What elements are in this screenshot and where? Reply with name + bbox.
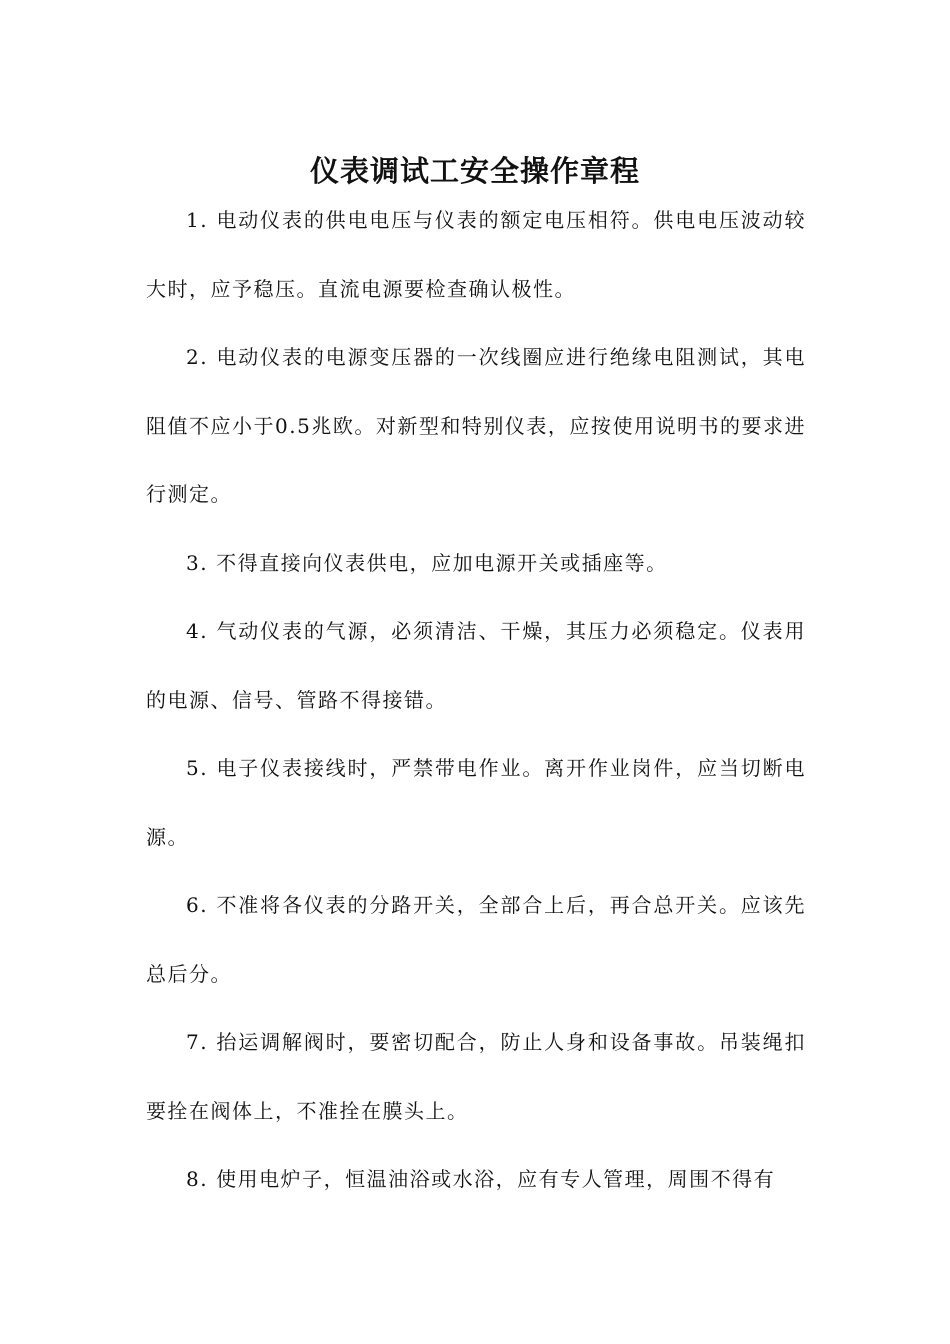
paragraph-number: 7. <box>186 1030 209 1054</box>
paragraph-number: 4. <box>186 619 209 643</box>
paragraph-5 <box>146 734 806 871</box>
paragraph-text: 不得直接向仪表供电，应加电源开关或插座等。 <box>216 550 668 575</box>
paragraph-3 <box>146 529 806 598</box>
paragraph-4 <box>146 597 806 734</box>
document-title: 仪表调试工安全操作章程 <box>309 154 640 189</box>
paragraph-text: 电动仪表的供电电压与仪表的额定电压相符。供电电压波动较大时，应予稳压。直流电源要检查确认极性。 <box>146 208 806 301</box>
paragraph-text: 抬运调解阀时，要密切配合，防止人身和设备事故。吊装绳扣要拴在阀体上，不准拴在膜头上。 <box>146 1030 806 1123</box>
paragraph-number: 6. <box>186 893 209 917</box>
paragraph-number: 2. <box>186 345 209 369</box>
paragraph-number: 1. <box>186 208 209 232</box>
paragraph-1 <box>146 186 806 323</box>
paragraph-number: 5. <box>186 756 209 780</box>
paragraph-2 <box>146 323 806 529</box>
paragraph-6 <box>146 871 806 1008</box>
document-body <box>146 186 806 1214</box>
paragraph-7 <box>146 1008 806 1145</box>
paragraph-number: 8. <box>186 1167 209 1191</box>
paragraph-text: 使用电炉子，恒温油浴或水浴，应有专人管理，周围不得有 <box>216 1167 776 1191</box>
paragraph-text: 气动仪表的气源，必须清洁、干燥，其压力必须稳定。仪表用的电源、信号、管路不得接错。 <box>146 619 806 712</box>
paragraph-text: 不准将各仪表的分路开关，全部合上后，再合总开关。应该先总后分。 <box>146 893 806 986</box>
paragraph-8 <box>146 1145 806 1214</box>
paragraph-number: 3. <box>186 550 209 575</box>
paragraph-text: 电动仪表的电源变压器的一次线圈应进行绝缘电阻测试，其电阻值不应小于0.5兆欧。对新型和特别仪表，应按使用说明书的要求进行测定。 <box>146 345 806 506</box>
paragraph-text: 电子仪表接线时，严禁带电作业。离开作业岗件，应当切断电源。 <box>146 756 806 849</box>
